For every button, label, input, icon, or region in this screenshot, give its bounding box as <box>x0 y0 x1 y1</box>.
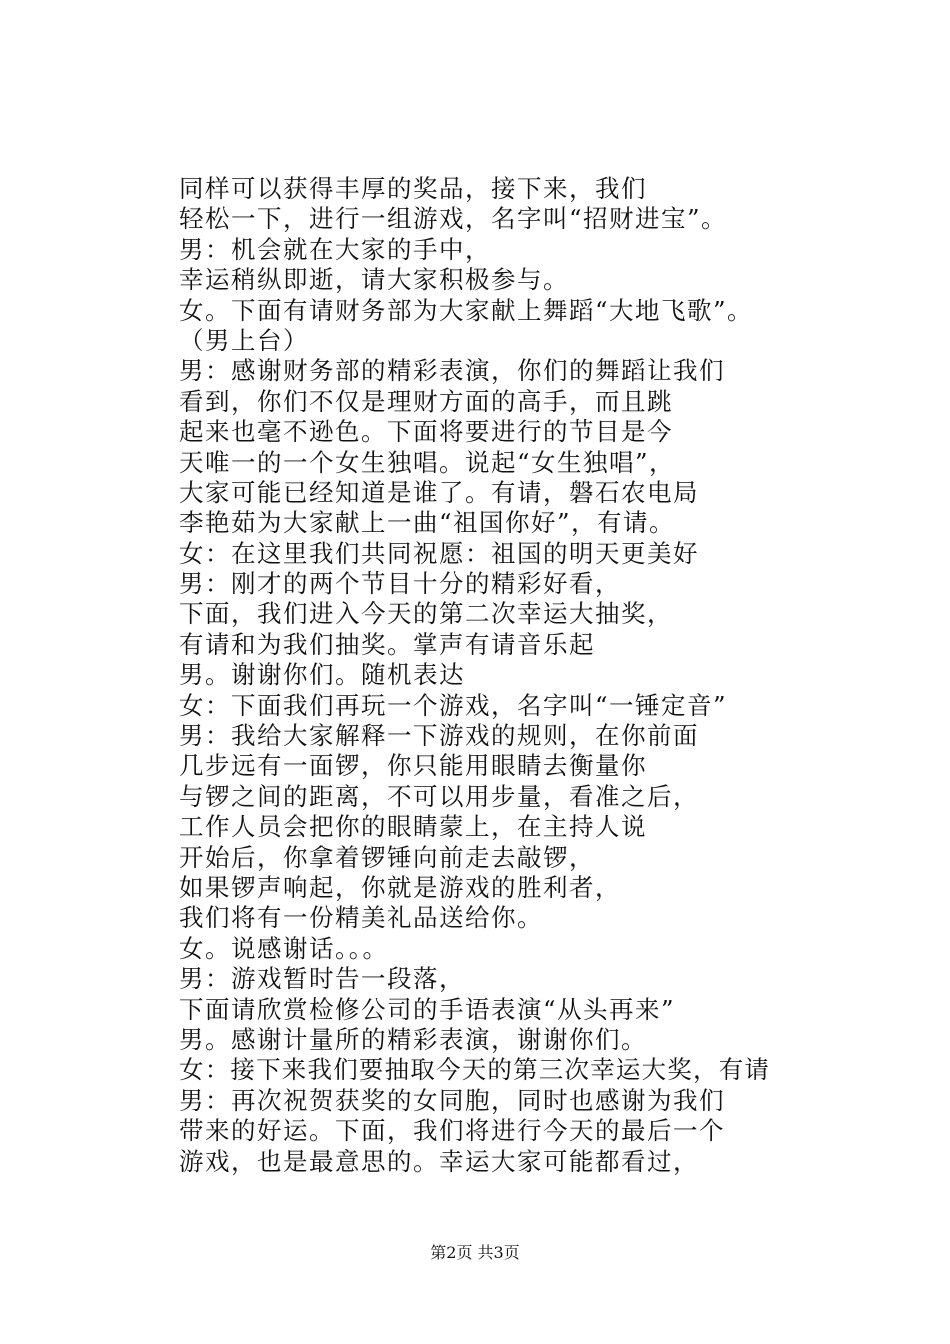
text-line: 几步远有一面锣，你只能用眼睛去衡量你 <box>179 751 647 781</box>
text-line: 看到，你们不仅是理财方面的高手，而且跳 <box>179 386 673 416</box>
text-line: 女：在这里我们共同祝愿：祖国的明天更美好 <box>179 538 699 568</box>
text-line: 李艳茹为大家献上一曲“祖国你好”，有请。 <box>179 508 676 538</box>
text-line: 带来的好运。下面，我们将进行今天的最后一个 <box>179 1116 725 1146</box>
text-line: 女：下面我们再玩一个游戏，名字叫“一锤定音” <box>179 690 728 720</box>
text-line: 大家可能已经知道是谁了。有请，磐石农电局 <box>179 477 699 507</box>
text-line: 男：感谢财务部的精彩表演，你们的舞蹈让我们 <box>179 356 725 386</box>
text-line: 我们将有一份精美礼品送给你。 <box>179 903 543 933</box>
text-line: 开始后，你拿着锣锤向前走去敲锣， <box>179 842 595 872</box>
text-line: 与锣之间的距离，不可以用步量，看准之后， <box>179 781 699 811</box>
text-line: 下面，我们进入今天的第二次幸运大抽奖， <box>179 599 673 629</box>
text-line: 有请和为我们抽奖。掌声有请音乐起 <box>179 629 595 659</box>
text-line: 男：机会就在大家的手中， <box>179 234 491 264</box>
page-number-label: 第2页 共3页 <box>430 1243 520 1262</box>
page-footer <box>0 1243 950 1263</box>
text-line: 女：接下来我们要抽取今天的第三次幸运大奖，有请 <box>179 1055 771 1085</box>
text-line: 男：游戏暂时告一段落， <box>179 964 465 994</box>
text-line: （男上台） <box>179 325 309 355</box>
text-line: 女。下面有请财务部为大家献上舞蹈“大地飞歌”。 <box>179 295 754 325</box>
text-line: 轻松一下，进行一组游戏，名字叫“招财进宝”。 <box>179 204 728 234</box>
text-line: 工作人员会把你的眼睛蒙上，在主持人说 <box>179 812 647 842</box>
text-line: 男：我给大家解释一下游戏的规则，在你前面 <box>179 721 699 751</box>
text-line: 游戏，也是最意思的。幸运大家可能都看过， <box>179 1146 699 1176</box>
text-line: 男。谢谢你们。随机表达 <box>179 660 465 690</box>
text-line: 女。说感谢话。。。 <box>179 933 389 963</box>
text-line: 男：再次祝贺获奖的女同胞，同时也感谢为我们 <box>179 1085 725 1115</box>
text-line: 如果锣声响起，你就是游戏的胜利者， <box>179 872 621 902</box>
text-line: 男。感谢计量所的精彩表演，谢谢你们。 <box>179 1024 647 1054</box>
text-line: 幸运稍纵即逝，请大家积极参与。 <box>179 265 569 295</box>
text-line: 同样可以获得丰厚的奖品，接下来，我们 <box>179 174 647 203</box>
text-line: 男：刚才的两个节目十分的精彩好看， <box>179 569 621 599</box>
text-line: 下面请欣赏检修公司的手语表演“从头再来” <box>179 994 676 1024</box>
document-body <box>179 174 799 1177</box>
text-line: 起来也毫不逊色。下面将要进行的节目是今 <box>179 417 673 447</box>
text-line: 天唯一的一个女生独唱。说起“女生独唱”， <box>179 447 676 477</box>
